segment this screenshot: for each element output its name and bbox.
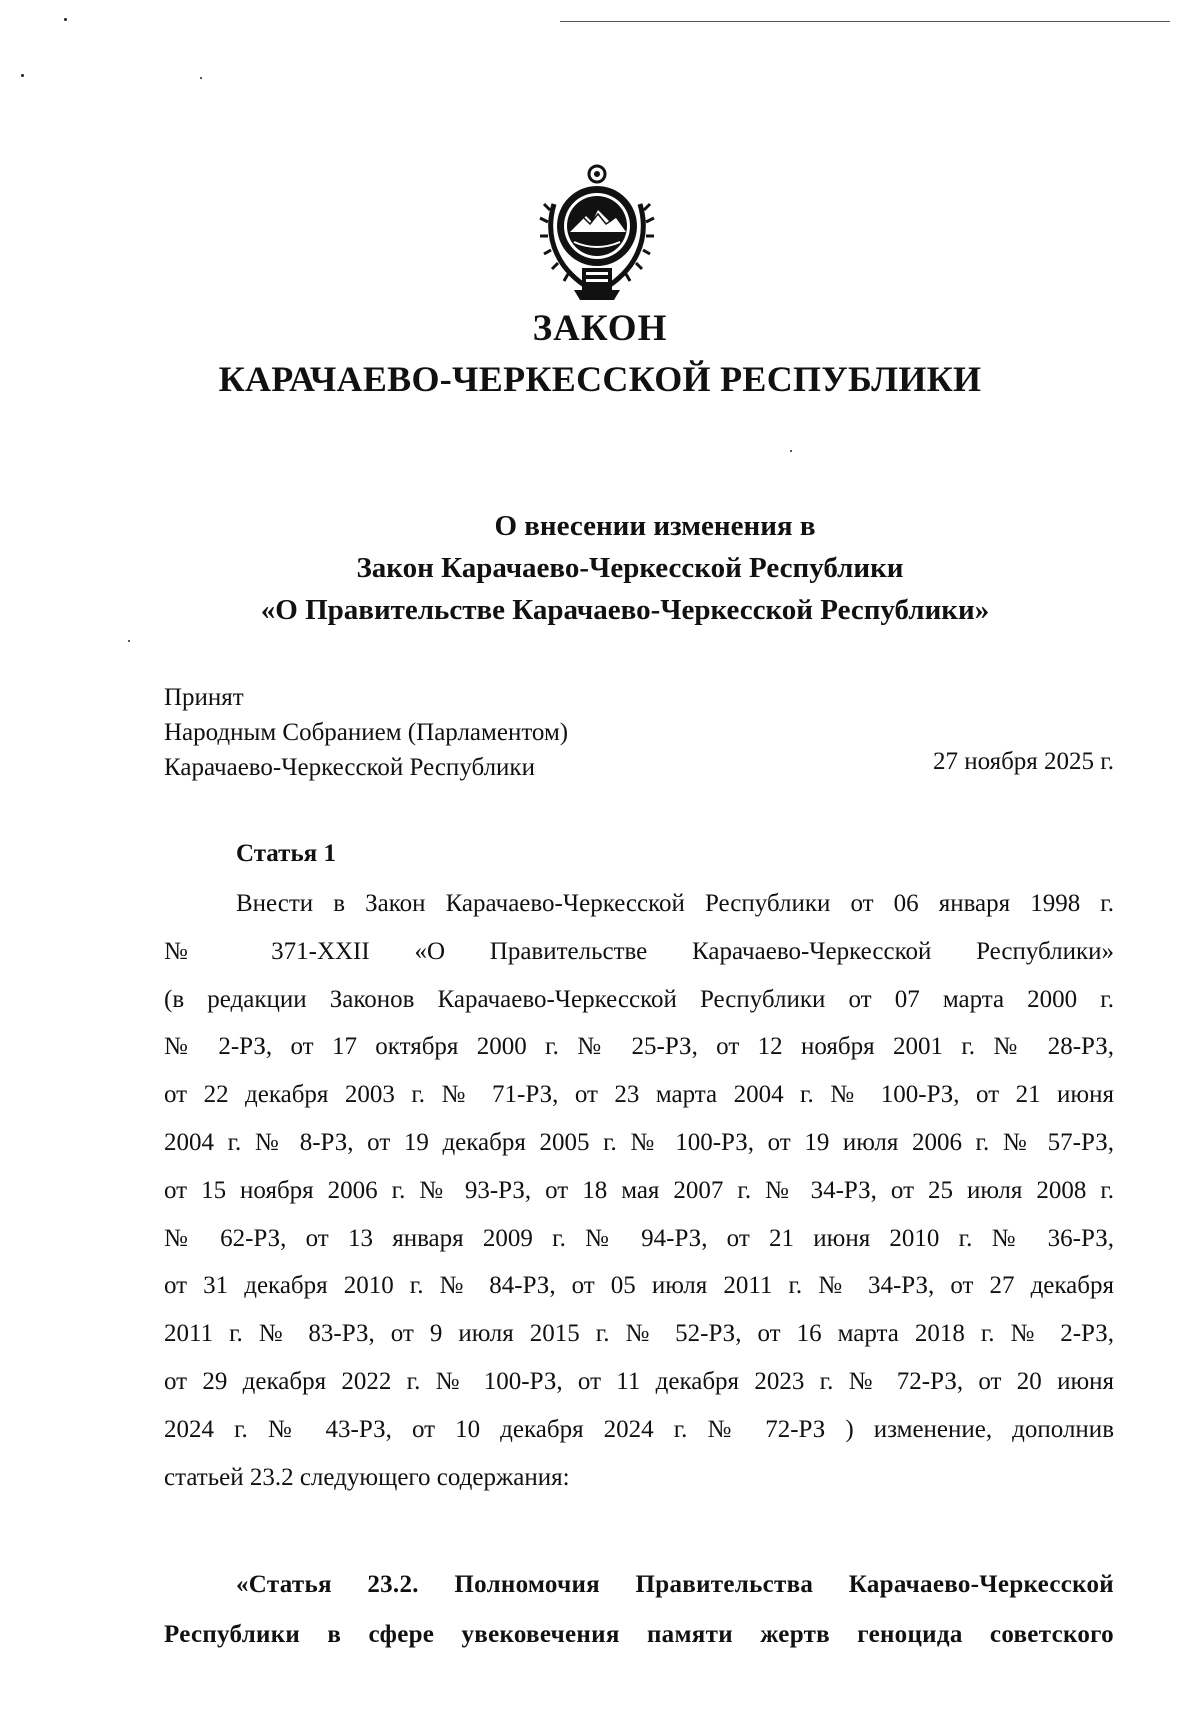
scan-speck (21, 74, 24, 77)
body-line: (в редакции Законов Карачаево-Черкесской Республики от 07 марта 2000 г. (164, 985, 1114, 1013)
body-line: статьей 23.2 следующего содержания: (164, 1463, 570, 1491)
republic-title: КАРАЧАЕВО-ЧЕРКЕССКОЙ РЕСПУБЛИКИ (218, 359, 982, 399)
law-title: ЗАКОН (532, 308, 668, 349)
body-line: № 2-РЗ, от 17 октября 2000 г. № 25-РЗ, от 12 ноября 2001 г. № 28-РЗ, (164, 1033, 1114, 1061)
adoption-line: Народным Собранием (Парламентом) (164, 719, 569, 746)
scan-speck (64, 18, 67, 21)
body-line: от 22 декабря 2003 г. № 71-РЗ, от 23 марта 2004 г. № 100-РЗ, от 21 июня (164, 1081, 1114, 1109)
body-line: 2011 г. № 83-РЗ, от 9 июля 2015 г. № 52-РЗ, от 16 марта 2018 г. № 2-РЗ, (164, 1320, 1114, 1348)
article-heading: Статья 1 (236, 840, 336, 867)
subject-line: «О Правительстве Карачаево-Черкесской Республики» (260, 594, 990, 626)
body-line: от 29 декабря 2022 г. № 100-РЗ, от 11 декабря 2023 г. № 72-РЗ, от 20 июня (164, 1367, 1114, 1395)
coat-of-arms-emblem (534, 160, 660, 308)
scan-speck (128, 640, 130, 642)
quote-line: Республики в сфере увековечения памяти жертв геноцида советского (164, 1621, 1114, 1648)
body-line: от 31 декабря 2010 г. № 84-РЗ, от 05 июля 2011 г. № 34-РЗ, от 27 декабря (164, 1272, 1114, 1300)
body-line: № 371-XXII «О Правительстве Карачаево-Черкесской Республики» (164, 937, 1114, 965)
adoption-block (164, 680, 568, 785)
body-line: № 62-РЗ, от 13 января 2009 г. № 94-РЗ, от 21 июня 2010 г. № 36-РЗ, (164, 1224, 1114, 1252)
body-line: 2024 г. № 43-РЗ, от 10 декабря 2024 г. № 72-РЗ ) изменение, дополнив (164, 1415, 1114, 1443)
body-line: Внести в Закон Карачаево-Черкесской Республики от 06 января 1998 г. (236, 890, 1114, 917)
adoption-line: Карачаево-Черкесской Республики (164, 754, 535, 781)
scan-speck (790, 450, 792, 452)
body-line: от 15 ноября 2006 г. № 93-РЗ, от 18 мая 2007 г. № 34-РЗ, от 25 июля 2008 г. (164, 1176, 1114, 1204)
scan-speck (200, 77, 202, 79)
new-article-quote (164, 1560, 1114, 1660)
article-body (164, 880, 1114, 1501)
top-rule (560, 21, 1170, 22)
adoption-line: Принят (164, 684, 244, 711)
subject-line: О внесении изменения в (494, 510, 816, 542)
body-line: 2004 г. № 8-РЗ, от 19 декабря 2005 г. № 100-РЗ, от 19 июля 2006 г. № 57-РЗ, (164, 1128, 1114, 1156)
adoption-date: 27 ноября 2025 г. (932, 748, 1114, 775)
subject-line: Закон Карачаево-Черкесской Республики (356, 552, 904, 584)
quote-line: «Статья 23.2. Полномочия Правительства Карачаево-Черкесской (236, 1571, 1114, 1598)
law-subject (0, 505, 1200, 631)
